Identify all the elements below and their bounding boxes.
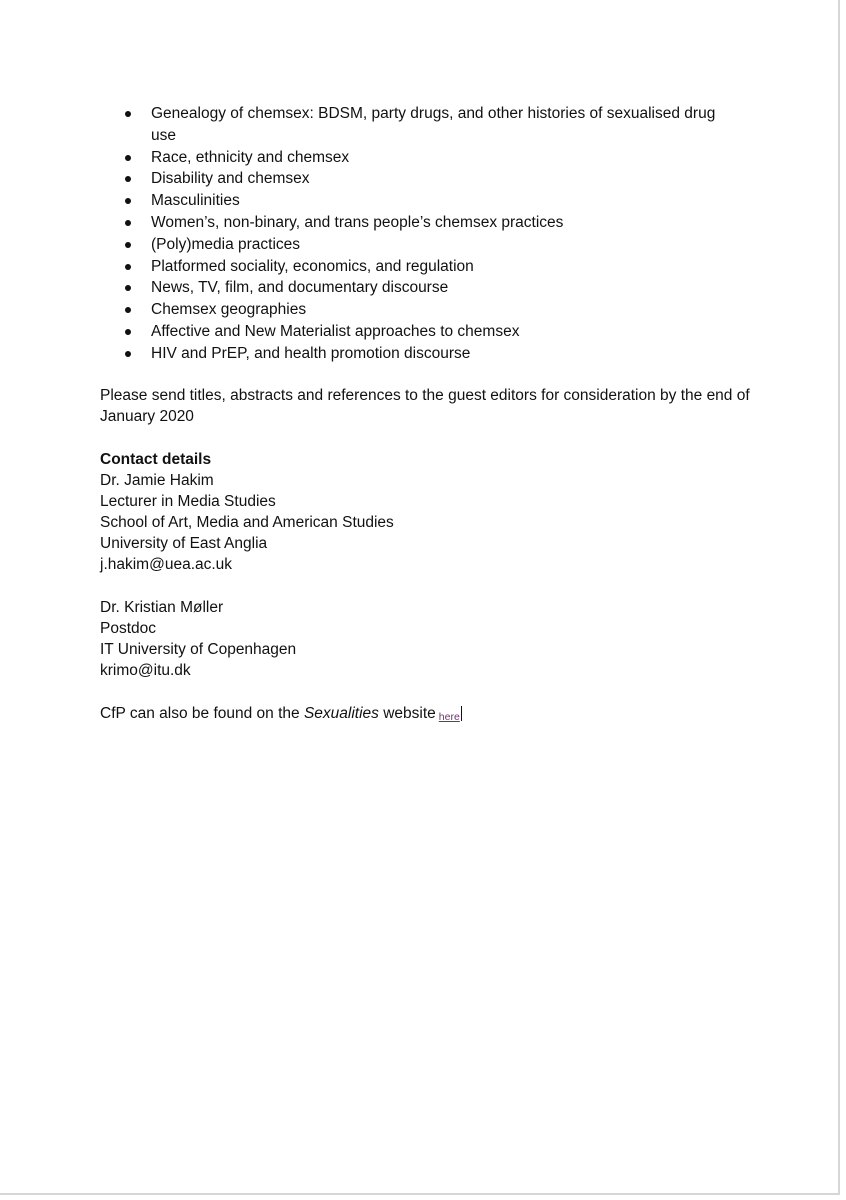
list-item bbox=[100, 343, 760, 365]
list-item-text: Masculinities bbox=[151, 192, 240, 210]
bullet-icon bbox=[125, 198, 131, 204]
bullet-icon bbox=[125, 264, 131, 270]
list-item bbox=[100, 299, 760, 321]
editor1-email: j.hakim@uea.ac.uk bbox=[100, 555, 233, 573]
editor2-position: Postdoc bbox=[100, 619, 157, 637]
list-item bbox=[100, 103, 760, 147]
bullet-icon bbox=[125, 176, 131, 182]
bullet-icon bbox=[125, 329, 131, 335]
contact-block bbox=[100, 449, 760, 575]
list-item bbox=[100, 190, 760, 212]
footer-note bbox=[100, 703, 760, 728]
document-body bbox=[100, 103, 760, 728]
editor1-name: Dr. Jamie Hakim bbox=[100, 471, 214, 489]
bullet-icon bbox=[125, 351, 131, 357]
list-item-text: Women’s, non-binary, and trans people’s chemsex practices bbox=[151, 213, 564, 231]
editor2-email: krimo@itu.dk bbox=[100, 661, 191, 679]
list-item-text: Chemsex geographies bbox=[151, 301, 307, 319]
editor1-institution: University of East Anglia bbox=[100, 534, 268, 552]
bullet-icon bbox=[125, 285, 131, 291]
bullet-icon bbox=[125, 111, 131, 117]
list-item bbox=[100, 277, 760, 299]
list-item-text: Genealogy of chemsex: BDSM, party drugs, and other histories of sexualised drug use bbox=[151, 105, 716, 144]
contact-heading: Contact details bbox=[100, 450, 212, 468]
list-item-text: Disability and chemsex bbox=[151, 170, 310, 188]
text-cursor bbox=[461, 706, 462, 721]
list-item-text: HIV and PrEP, and health promotion discourse bbox=[151, 344, 471, 362]
editor2-institution: IT University of Copenhagen bbox=[100, 640, 297, 658]
bullet-icon bbox=[125, 242, 131, 248]
list-item bbox=[100, 256, 760, 278]
list-item bbox=[100, 147, 760, 169]
footer-suffix: website bbox=[378, 704, 436, 722]
bullet-icon bbox=[125, 307, 131, 313]
list-item bbox=[100, 168, 760, 190]
editor1-department: School of Art, Media and American Studies bbox=[100, 513, 394, 531]
contact-block-2 bbox=[100, 597, 760, 681]
footer-prefix: CfP can also be found on the bbox=[100, 704, 304, 722]
editor2-name: Dr. Kristian Møller bbox=[100, 598, 224, 616]
editor1-position: Lecturer in Media Studies bbox=[100, 492, 276, 510]
list-item bbox=[100, 212, 760, 234]
list-item-text: News, TV, film, and documentary discourse bbox=[151, 279, 449, 297]
journal-name: Sexualities bbox=[303, 704, 379, 722]
list-item bbox=[100, 234, 760, 256]
bullet-icon bbox=[125, 155, 131, 161]
bullet-icon bbox=[125, 220, 131, 226]
list-item-text: Affective and New Materialist approaches to chemsex bbox=[151, 322, 520, 340]
list-item-text: (Poly)media practices bbox=[151, 235, 301, 253]
list-item-text: Platformed sociality, economics, and regulation bbox=[151, 257, 474, 275]
topic-list bbox=[100, 103, 760, 365]
list-item bbox=[100, 321, 760, 343]
website-link[interactable]: here bbox=[438, 710, 460, 723]
submission-note: Please send titles, abstracts and references to the guest editors for consideration by the end of January 2020 bbox=[100, 386, 750, 425]
list-item-text: Race, ethnicity and chemsex bbox=[151, 148, 350, 166]
